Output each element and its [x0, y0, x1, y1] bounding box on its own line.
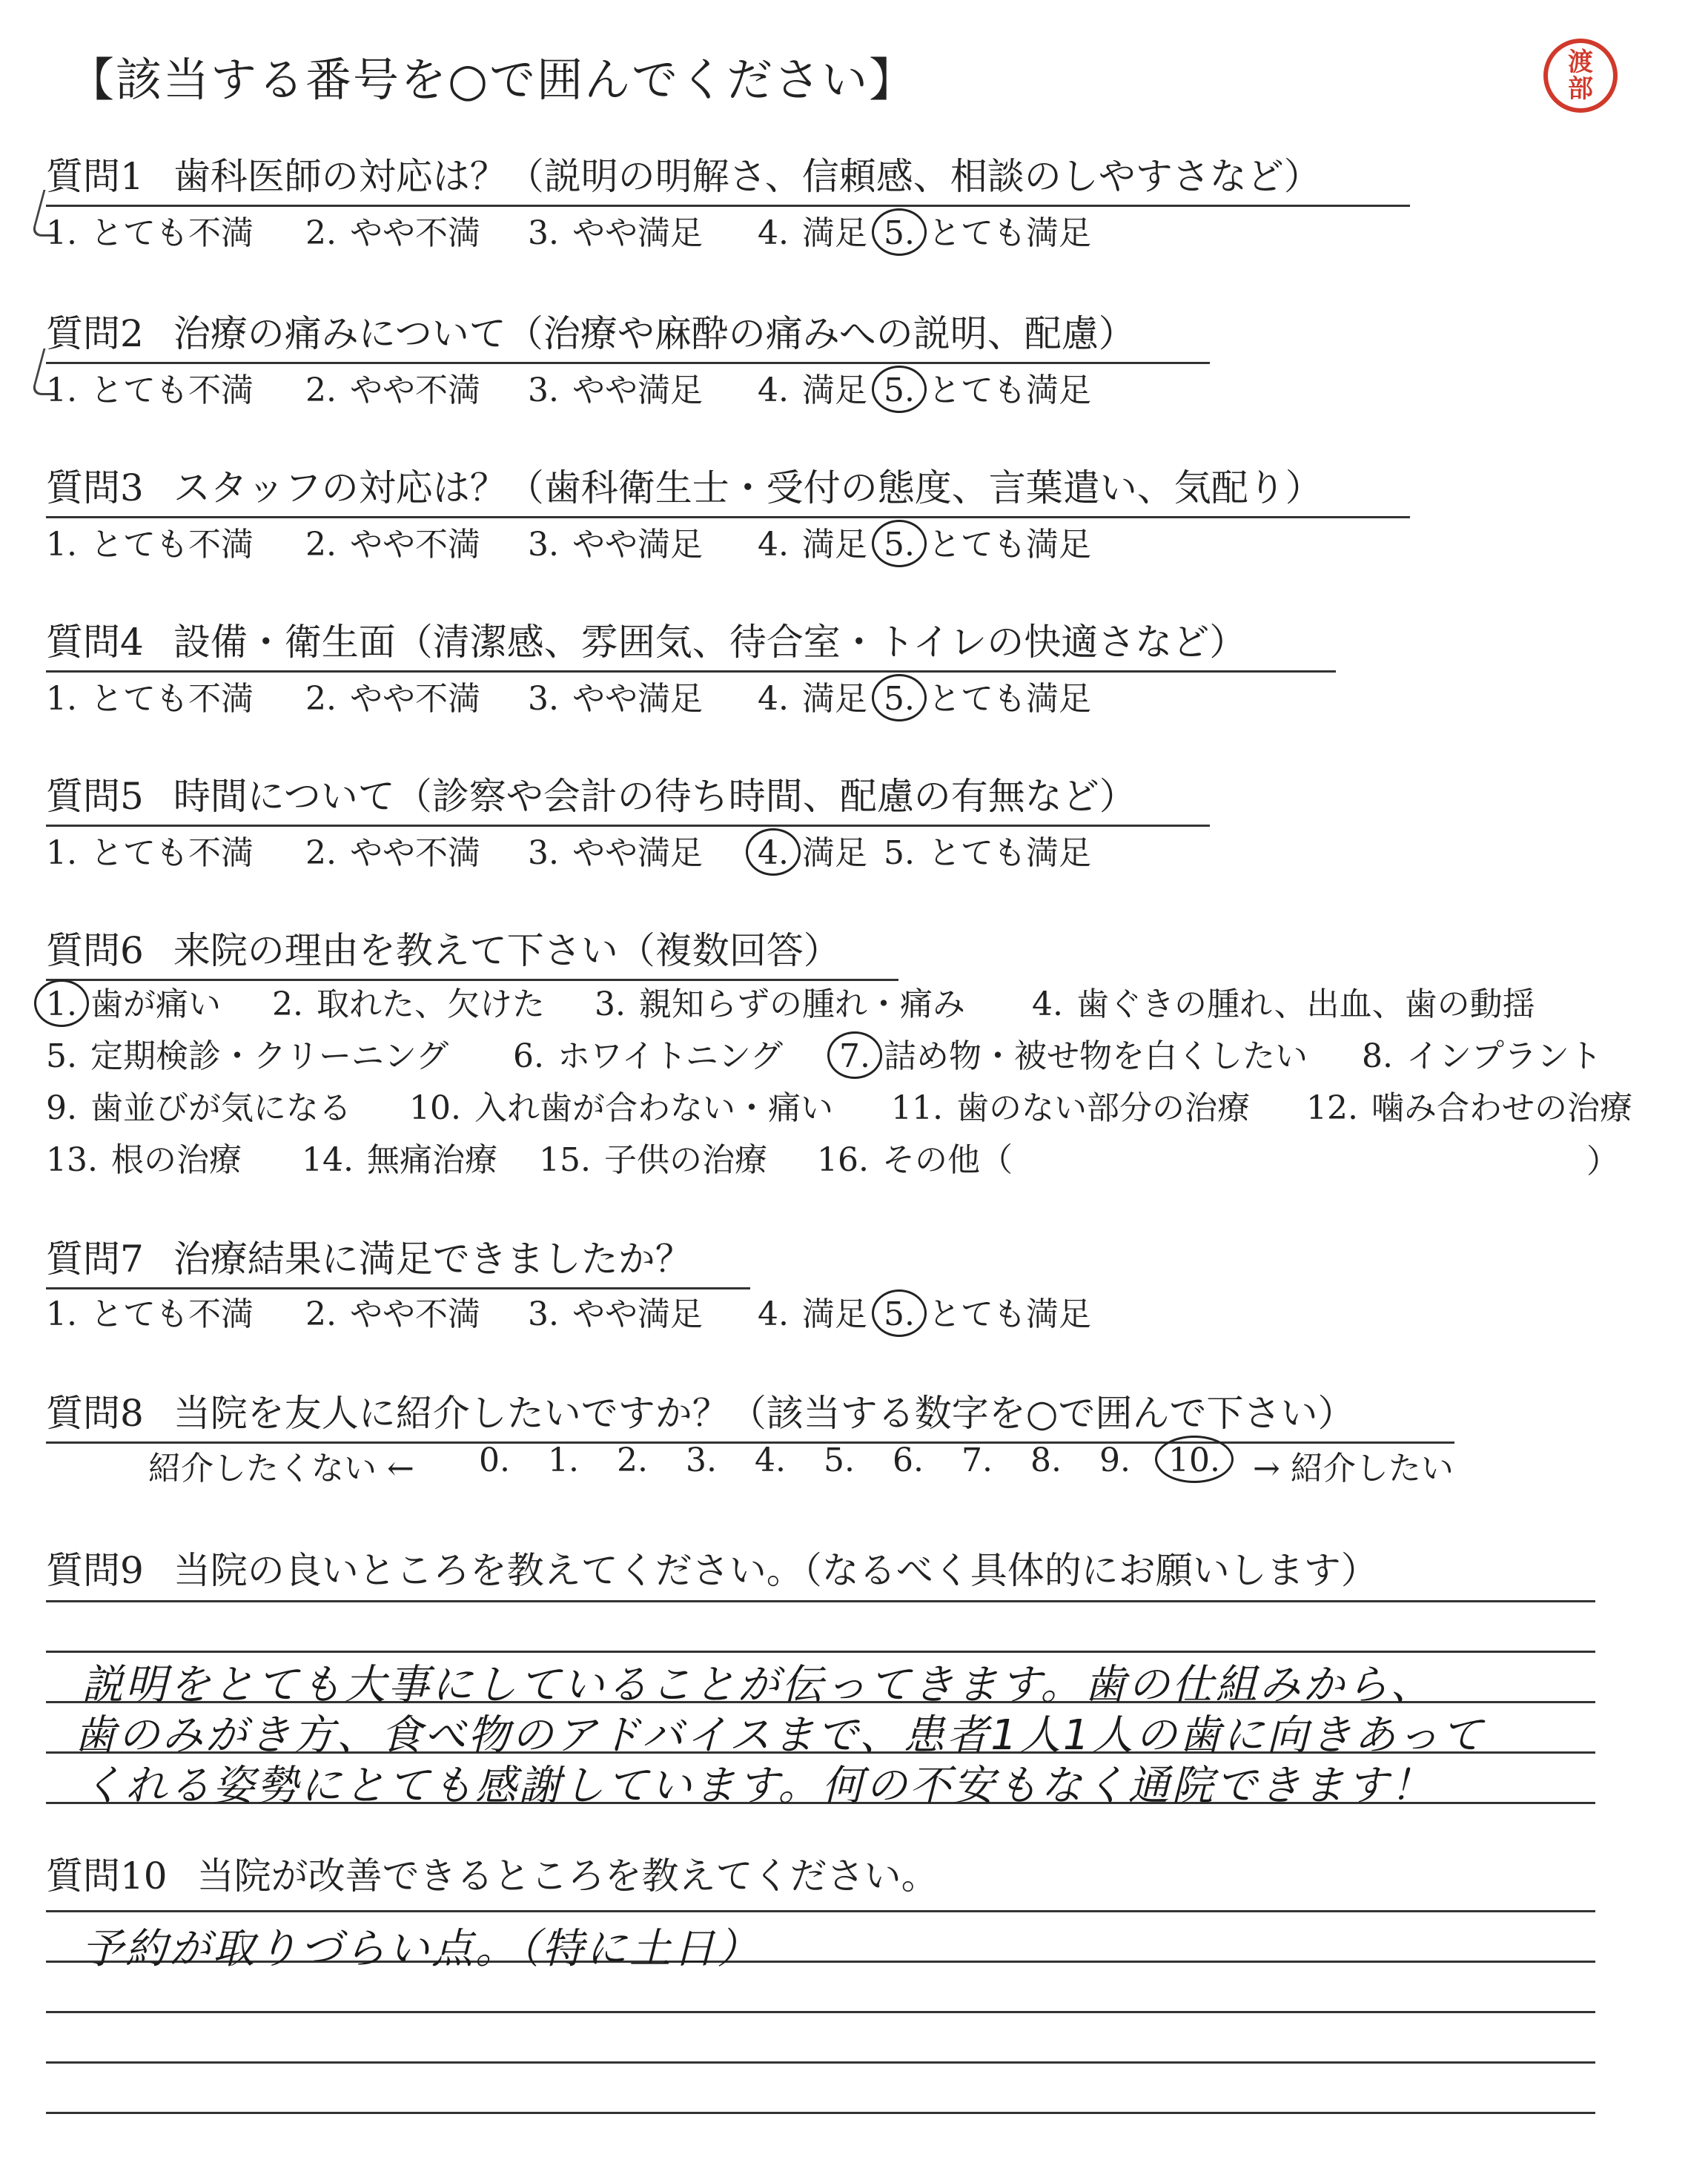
option-label: 入れ歯が合わない・痛い — [474, 1089, 833, 1127]
scale-option[interactable]: 10. — [1168, 1441, 1220, 1479]
option-label: とても不満 — [90, 1295, 254, 1333]
question-3-title — [46, 458, 1410, 518]
option-3[interactable] — [528, 826, 703, 873]
option-label: やや不満 — [349, 834, 480, 872]
option-2[interactable] — [305, 1287, 480, 1335]
option-label: 詰め物・被せ物を白くしたい — [883, 1037, 1308, 1075]
answer-line — [46, 2011, 1595, 2013]
option-4[interactable] — [758, 363, 867, 411]
option-1[interactable] — [46, 826, 254, 873]
option-number: 12. — [1306, 1089, 1358, 1127]
reason-option[interactable] — [409, 1081, 833, 1129]
option-number: 6. — [513, 1037, 544, 1075]
option-4[interactable] — [758, 672, 867, 719]
reason-option[interactable] — [46, 1029, 448, 1077]
option-number: 8. — [1362, 1037, 1393, 1075]
reason-option[interactable] — [272, 977, 545, 1025]
option-1[interactable] — [46, 518, 254, 565]
question-text: 設備・衛生面（清潔感、雰囲気、待合室・トイレの快適さなど） — [173, 621, 1247, 664]
option-3[interactable] — [528, 206, 703, 254]
option-label: とても満足 — [927, 834, 1091, 872]
option-number: 5. — [46, 1037, 77, 1075]
question-number: 質問4 — [46, 621, 144, 664]
option-label: 満足 — [801, 680, 867, 718]
scale-option[interactable]: 2. — [617, 1441, 648, 1479]
option-label: 満足 — [801, 526, 867, 564]
answer-line — [46, 1600, 1595, 1602]
option-label: やや不満 — [349, 526, 480, 564]
option-number: 2. — [305, 526, 337, 564]
question-4-title — [46, 612, 1336, 673]
scale-option[interactable]: 8. — [1030, 1441, 1062, 1479]
option-number: 5. — [884, 1295, 915, 1333]
handwritten-answer-line: くれる姿勢にとても感謝しています。何の不安もなく通院できます！ — [82, 1762, 1434, 1810]
option-number: 16. — [817, 1141, 869, 1179]
reason-option[interactable] — [1306, 1081, 1632, 1129]
option-number: 5. — [884, 214, 915, 252]
question-number: 質問7 — [46, 1238, 144, 1281]
stamp-char-1: 渡 — [1568, 47, 1593, 77]
option-number: 2. — [272, 985, 303, 1023]
option-2[interactable] — [305, 672, 480, 719]
scale-option[interactable]: 4. — [755, 1441, 786, 1479]
option-number: 2. — [305, 371, 337, 409]
option-number: 3. — [528, 214, 559, 252]
reason-option[interactable] — [539, 1133, 767, 1180]
question-number: 質問3 — [46, 466, 144, 509]
option-number: 5. — [884, 834, 915, 872]
question-number: 質問6 — [46, 929, 144, 972]
option-1[interactable] — [46, 363, 254, 411]
option-number: 2. — [305, 214, 337, 252]
question-6-title — [46, 921, 898, 981]
scale-option[interactable]: 0. — [479, 1441, 510, 1479]
option-label: 満足 — [801, 1295, 867, 1333]
option-1[interactable] — [46, 1287, 254, 1335]
option-label: やや不満 — [349, 680, 480, 718]
option-label: やや満足 — [572, 1295, 703, 1333]
question-text: 歯科医師の対応は？（説明の明解さ、信頼感、相談のしやすさなど） — [173, 155, 1321, 198]
question-number: 質問10 — [46, 1855, 168, 1898]
option-number: 2. — [305, 680, 337, 718]
option-number: 14. — [302, 1141, 354, 1179]
question-7-title — [46, 1229, 750, 1289]
option-label: 満足 — [801, 371, 867, 409]
option-4[interactable] — [758, 206, 867, 254]
option-number: 4. — [758, 1295, 789, 1333]
question-1-title — [46, 147, 1410, 207]
answer-line — [46, 2112, 1595, 2114]
option-label: 噛み合わせの治療 — [1371, 1089, 1632, 1127]
option-number: 3. — [528, 526, 559, 564]
option-number: 11. — [891, 1089, 943, 1127]
option-label: とても満足 — [927, 1295, 1091, 1333]
option-1[interactable] — [46, 672, 254, 719]
option-label: やや不満 — [349, 214, 480, 252]
question-text: スタッフの対応は？（歯科衛生士・受付の態度、言葉遣い、気配り） — [173, 466, 1323, 509]
option-3[interactable] — [528, 518, 703, 565]
question-9-title — [46, 1541, 1378, 1599]
option-label: やや満足 — [572, 680, 703, 718]
option-number: 1. — [46, 214, 77, 252]
option-5[interactable] — [884, 826, 1091, 873]
question-text: 治療の痛みについて（治療や麻酔の痛みへの説明、配慮） — [173, 312, 1136, 355]
option-3[interactable] — [528, 672, 703, 719]
reason-option[interactable] — [595, 977, 965, 1025]
option-4[interactable] — [758, 1287, 867, 1335]
option-number: 1. — [46, 985, 77, 1023]
option-label: とても不満 — [90, 526, 254, 564]
scale-option[interactable]: 5. — [824, 1441, 855, 1479]
option-number: 1. — [46, 1295, 77, 1333]
option-5[interactable] — [884, 363, 1091, 411]
option-number: 9. — [46, 1089, 77, 1127]
option-number: 5. — [884, 680, 915, 718]
scale-option[interactable]: 3. — [686, 1441, 717, 1479]
option-3[interactable] — [528, 363, 703, 411]
option-number: 3. — [528, 371, 559, 409]
reason-option[interactable] — [839, 1029, 1308, 1077]
option-number: 1. — [46, 680, 77, 718]
option-label: とても不満 — [90, 680, 254, 718]
scale-option[interactable]: 1. — [548, 1441, 579, 1479]
question-8-title — [46, 1384, 1454, 1444]
option-number: 13. — [46, 1141, 98, 1179]
option-number: 2. — [305, 834, 337, 872]
option-number: 4. — [758, 526, 789, 564]
option-number: 4. — [758, 214, 789, 252]
option-number: 4. — [758, 834, 789, 872]
option-5[interactable] — [884, 518, 1091, 565]
question-number: 質問1 — [46, 155, 144, 198]
option-label: とても不満 — [90, 371, 254, 409]
option-number: 7. — [839, 1037, 870, 1075]
reason-option[interactable] — [817, 1133, 1013, 1180]
handwritten-answer-line: 予約が取りづらい点。（特に土日） — [82, 1925, 761, 1973]
option-number: 3. — [528, 834, 559, 872]
stamp-char-2: 部 — [1568, 74, 1593, 104]
option-number: 3. — [528, 680, 559, 718]
scale-right-label: → 紹介したい — [1253, 1450, 1454, 1487]
option-number: 4. — [758, 680, 789, 718]
scale-left-label: 紹介したくない ← — [148, 1450, 414, 1487]
option-number: 1. — [46, 834, 77, 872]
question-number: 質問2 — [46, 312, 144, 355]
option-label: 歯ぐきの腫れ、出血、歯の動揺 — [1076, 985, 1535, 1023]
scale-option[interactable]: 7. — [961, 1441, 993, 1479]
option-label: インプラント — [1406, 1037, 1602, 1075]
option-label: とても満足 — [927, 526, 1091, 564]
option-5[interactable] — [884, 672, 1091, 719]
reason-option[interactable] — [46, 1081, 351, 1129]
option-3[interactable] — [528, 1287, 703, 1335]
reason-option[interactable] — [513, 1029, 783, 1077]
option-label: 子供の治療 — [603, 1141, 767, 1179]
option-label: やや不満 — [349, 1295, 480, 1333]
scale-option[interactable]: 6. — [893, 1441, 924, 1479]
question-text: 治療結果に満足できましたか？ — [173, 1238, 692, 1281]
question-10-title — [46, 1846, 939, 1904]
option-number: 4. — [1032, 985, 1063, 1023]
option-4[interactable] — [758, 826, 867, 873]
option-2[interactable] — [305, 826, 480, 873]
handwritten-answer-line: 説明をとても大事にしていることが伝ってきます。歯の仕組みから、 — [82, 1661, 1434, 1709]
option-label: 歯のない部分の治療 — [956, 1089, 1250, 1127]
page-title: 【該当する番号を○で囲んでください】 — [68, 53, 917, 107]
question-number: 質問9 — [46, 1549, 144, 1592]
option-label: とても満足 — [927, 214, 1091, 252]
option-label: やや満足 — [572, 834, 703, 872]
other-close-paren: ） — [1586, 1143, 1619, 1180]
reason-option[interactable] — [1032, 977, 1535, 1025]
option-label: とても不満 — [90, 834, 254, 872]
name-stamp — [1543, 39, 1618, 113]
option-label: 満足 — [801, 214, 867, 252]
option-number: 10. — [409, 1089, 461, 1127]
option-label: やや不満 — [349, 371, 480, 409]
option-label: ホワイトニング — [557, 1037, 784, 1075]
question-text: 当院が改善できるところを教えてください。 — [196, 1855, 939, 1898]
question-text: 当院の良いところを教えてください。（なるべく具体的にお願いします） — [173, 1549, 1378, 1592]
option-2[interactable] — [305, 363, 480, 411]
option-label: 歯が痛い — [90, 985, 221, 1023]
option-label: 満足 — [801, 834, 867, 872]
option-label: やや満足 — [572, 526, 703, 564]
option-5[interactable] — [884, 206, 1091, 254]
question-number: 質問8 — [46, 1392, 144, 1435]
option-1[interactable] — [46, 206, 254, 254]
option-number: 5. — [884, 371, 915, 409]
option-label: とても不満 — [90, 214, 254, 252]
option-number: 2. — [305, 1295, 337, 1333]
option-label: その他（ — [881, 1141, 1013, 1179]
question-number: 質問5 — [46, 775, 144, 818]
reason-option[interactable] — [891, 1081, 1250, 1129]
option-label: とても満足 — [927, 371, 1091, 409]
reason-option[interactable] — [46, 1133, 242, 1180]
handwritten-answer-line: 歯のみがき方、食べ物のアドバイスまで、患者1人1人の歯に向きあって — [74, 1711, 1485, 1760]
question-text: 来院の理由を教えて下さい（複数回答） — [173, 929, 841, 972]
question-5-title — [46, 767, 1210, 827]
reason-option[interactable] — [46, 977, 221, 1025]
option-2[interactable] — [305, 206, 480, 254]
option-number: 3. — [595, 985, 626, 1023]
option-label: やや満足 — [572, 371, 703, 409]
option-label: 無痛治療 — [366, 1141, 497, 1179]
option-4[interactable] — [758, 518, 867, 565]
option-number: 1. — [46, 371, 77, 409]
option-number: 4. — [758, 371, 789, 409]
option-number: 5. — [884, 526, 915, 564]
reason-option[interactable] — [1362, 1029, 1602, 1077]
option-number: 3. — [528, 1295, 559, 1333]
scale-option[interactable]: 9. — [1099, 1441, 1131, 1479]
option-5[interactable] — [884, 1287, 1091, 1335]
question-text: 時間について（診察や会計の待ち時間、配慮の有無など） — [173, 775, 1136, 818]
option-number: 15. — [539, 1141, 591, 1179]
reason-option[interactable] — [302, 1133, 497, 1180]
option-label: 歯並びが気になる — [90, 1089, 351, 1127]
option-2[interactable] — [305, 518, 480, 565]
question-2-title — [46, 304, 1210, 364]
option-label: 定期検診・クリーニング — [90, 1037, 449, 1075]
option-label: やや満足 — [572, 214, 703, 252]
answer-line — [46, 1910, 1595, 1912]
option-label: 根の治療 — [110, 1141, 242, 1179]
option-label: 取れた、欠けた — [316, 985, 545, 1023]
answer-line — [46, 2061, 1595, 2064]
option-number: 1. — [46, 526, 77, 564]
option-label: とても満足 — [927, 680, 1091, 718]
option-label: 親知らずの腫れ・痛み — [638, 985, 965, 1023]
question-text: 当院を友人に紹介したいですか？（該当する数字を○で囲んで下さい） — [173, 1392, 1355, 1435]
